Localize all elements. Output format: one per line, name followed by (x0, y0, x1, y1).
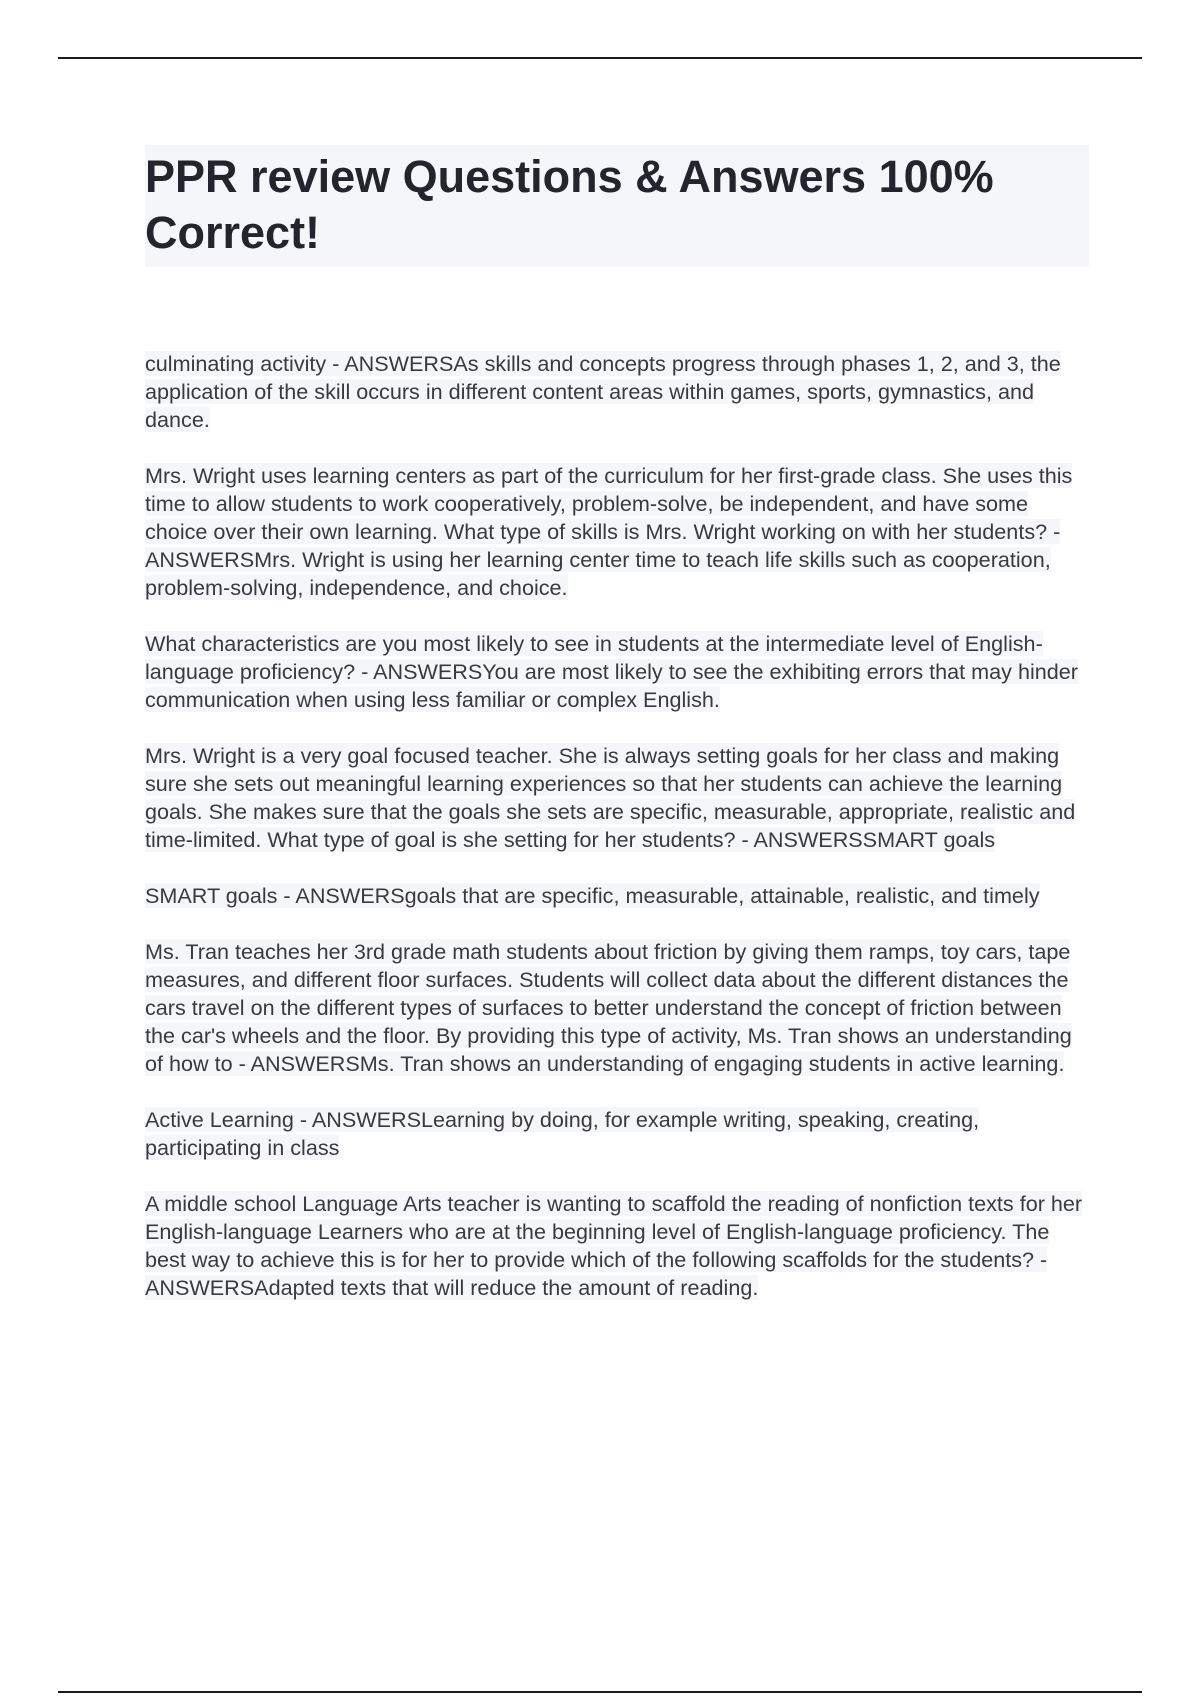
qa-entry (145, 1106, 1089, 1162)
qa-entry-text: Mrs. Wright uses learning centers as part of the curriculum for her first-grade class. She uses this time to allow students to work cooperatively, problem-solve, be independent, and have some choice over their own learning. What type of skills is Mrs. Wright working on with her students? - ANSWERSMrs. Wright is using her learning center time to teach life skills such as cooperation, problem-solving, independence, and choice. (145, 463, 1073, 600)
qa-entry (145, 350, 1089, 434)
qa-entry-text: A middle school Language Arts teacher is wanting to scaffold the reading of nonfiction texts for her English-language Learners who are at the beginning level of English-language proficiency. The best way to achieve this is for her to provide which of the following scaffolds for the students? - ANSWERSAdapted texts that will reduce the amount of reading. (145, 1191, 1083, 1300)
document-body (145, 145, 1089, 1330)
qa-entry-text: SMART goals - ANSWERSgoals that are specific, measurable, attainable, realistic, and timely (145, 883, 1040, 908)
qa-entry (145, 742, 1089, 854)
qa-entry-text: Ms. Tran teaches her 3rd grade math students about friction by giving them ramps, toy cars, tape measures, and different floor surfaces. Students will collect data about the different distances the cars travel on the different types of surfaces to better understand the concept of friction between the car's wheels and the floor. By providing this type of activity, Ms. Tran shows an understanding of how to - ANSWERSMs. Tran shows an understanding of engaging students in active learning. (145, 939, 1072, 1076)
qa-entry (145, 1190, 1089, 1302)
qa-entry (145, 882, 1089, 910)
qa-entry (145, 938, 1089, 1078)
qa-entry-text: culminating activity - ANSWERSAs skills and concepts progress through phases 1, 2, and 3, the application of the skill occurs in different content areas within games, sports, gymnastics, and dance. (145, 351, 1061, 432)
top-rule (58, 57, 1142, 59)
qa-entry (145, 462, 1089, 602)
qa-list (145, 350, 1089, 1302)
qa-entry-text: What characteristics are you most likely to see in students at the intermediate level of English-language proficiency? - ANSWERSYou are most likely to see the exhibiting errors that may hinder communication when using less familiar or complex English. (145, 631, 1079, 712)
qa-entry-text: Active Learning - ANSWERSLearning by doing, for example writing, speaking, creating, participating in class (145, 1107, 980, 1160)
bottom-rule (58, 1691, 1142, 1693)
qa-entry-text: Mrs. Wright is a very goal focused teacher. She is always setting goals for her class and making sure she sets out meaningful learning experiences so that her students can achieve the learning goals. She makes sure that the goals she sets are specific, measurable, appropriate, realistic and time-limited. What type of goal is she setting for her students? - ANSWERSSMART goals (145, 743, 1076, 852)
document-title: PPR review Questions & Answers 100% Correct! (145, 145, 1089, 267)
qa-entry (145, 630, 1089, 714)
